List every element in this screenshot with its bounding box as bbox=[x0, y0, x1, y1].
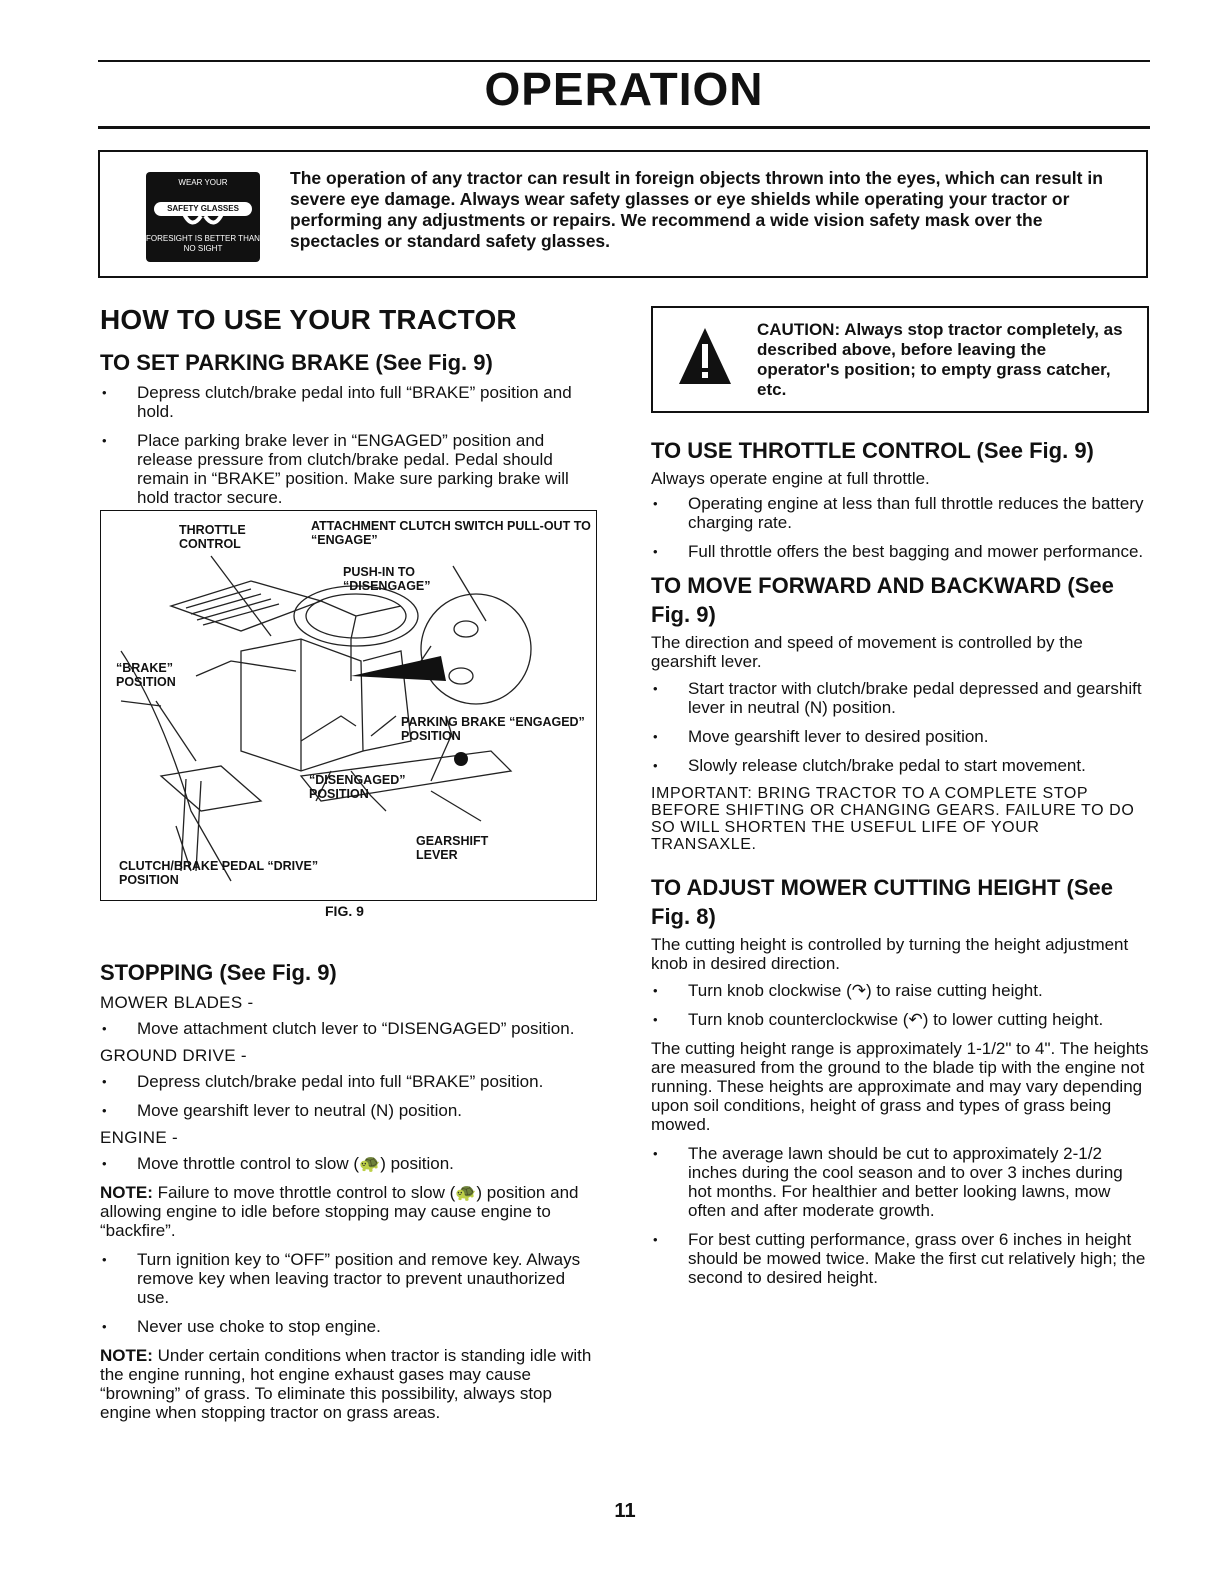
label-brake-position: “BRAKE” POSITION bbox=[116, 661, 176, 689]
list-item: • Depress clutch/brake pedal into full “BRAKE” position. bbox=[100, 1072, 600, 1091]
stopping-section bbox=[100, 958, 600, 1422]
safety-glasses-notice bbox=[98, 150, 1148, 278]
mower-blades-label: MOWER BLADES - bbox=[100, 993, 254, 1012]
figure-caption: FIG. 9 bbox=[325, 903, 364, 919]
note-label: NOTE: bbox=[100, 1346, 153, 1365]
right-column bbox=[651, 436, 1149, 1297]
cutting-height-intro: The cutting height is controlled by turning the height adjustment knob in desired direction. bbox=[651, 935, 1129, 973]
list-item: • Move throttle control to slow (🐢) position. bbox=[100, 1154, 600, 1173]
throttle-intro: Always operate engine at full throttle. bbox=[651, 469, 930, 488]
ignition-list bbox=[100, 1250, 600, 1336]
title-underline bbox=[98, 126, 1150, 129]
safety-warning-text: The operation of any tractor can result in foreign objects thrown into the eyes, which can result in severe eye damage. Always wear safety glasses or eye shields while operating your tractor or performing any adjustments or repairs. We recommend a wide vision safety mask over the spectacles or standard safety glasses. bbox=[290, 168, 1103, 251]
list-item: • Move attachment clutch lever to “DISENGAGED” position. bbox=[100, 1019, 600, 1038]
list-item: • Slowly release clutch/brake pedal to start movement. bbox=[651, 756, 1149, 775]
list-item: • Place parking brake lever in “ENGAGED” position and release pressure from clutch/brake pedal. Pedal should remain in “BRAKE” position. Make sure parking brake will hold tractor secure. bbox=[100, 431, 600, 507]
list-item: • Turn ignition key to “OFF” position and remove key. Always remove key when leaving tractor to prevent unauthorized use. bbox=[100, 1250, 600, 1307]
throttle-list bbox=[651, 494, 1149, 561]
note-backfire bbox=[100, 1183, 600, 1240]
list-item: • Start tractor with clutch/brake pedal depressed and gearshift lever in neutral (N) position. bbox=[651, 679, 1149, 717]
parking-brake-heading: TO SET PARKING BRAKE (See Fig. 9) bbox=[100, 350, 493, 375]
list-item: • Operating engine at less than full throttle reduces the battery charging rate. bbox=[651, 494, 1149, 532]
list-item: • For best cutting performance, grass over 6 inches in height should be mowed twice. Make the first cut relatively high; the second to desired height. bbox=[651, 1230, 1149, 1287]
cutting-height-range: The cutting height range is approximately 1-1/2" to 4". The heights are measured from the ground to the blade tip with the engine not running. These heights are approximate and may vary depending upon soil conditions, height of grass and types of grass being mowed. bbox=[651, 1039, 1149, 1134]
badge-top-text: WEAR YOUR bbox=[178, 178, 228, 187]
note-label: NOTE: bbox=[100, 1183, 153, 1202]
ground-drive-label: GROUND DRIVE - bbox=[100, 1046, 247, 1065]
move-heading: TO MOVE FORWARD AND BACKWARD (See Fig. 9) bbox=[651, 573, 1114, 627]
label-throttle-control: THROTTLE CONTROL bbox=[179, 523, 246, 551]
important-notice: IMPORTANT: BRING TRACTOR TO A COMPLETE STOP BEFORE SHIFTING OR CHANGING GEARS. FAILURE TO DO SO WILL SHORTEN THE USEFUL LIFE OF YOUR TRANSAXLE. bbox=[651, 785, 1135, 853]
list-item: • Move gearshift lever to desired position. bbox=[651, 727, 1149, 746]
engine-label: ENGINE - bbox=[100, 1128, 178, 1147]
safety-glasses-icon bbox=[182, 212, 224, 230]
list-item: • Turn knob counterclockwise (↶) to lower cutting height. bbox=[651, 1010, 1149, 1029]
ground-drive-list bbox=[100, 1072, 600, 1120]
note-browning bbox=[100, 1346, 600, 1422]
move-list bbox=[651, 679, 1149, 775]
lawn-care-list bbox=[651, 1144, 1149, 1287]
safety-glasses-badge bbox=[146, 172, 260, 262]
list-item: • Move gearshift lever to neutral (N) position. bbox=[100, 1101, 600, 1120]
label-gearshift-lever: GEARSHIFT LEVER bbox=[416, 834, 489, 862]
note-text: Failure to move throttle control to slow (🐢) position and allowing engine to idle before stopping may cause engine to “backfire”. bbox=[100, 1183, 579, 1240]
label-disengaged: “DISENGAGED” POSITION bbox=[309, 773, 406, 801]
throttle-heading: TO USE THROTTLE CONTROL (See Fig. 9) bbox=[651, 438, 1094, 463]
page-title: OPERATION bbox=[484, 63, 764, 115]
engine-list bbox=[100, 1154, 600, 1173]
label-attachment-clutch: ATTACHMENT CLUTCH SWITCH PULL-OUT TO “ENGAGE” bbox=[311, 519, 591, 547]
caution-text: CAUTION: Always stop tractor completely, as described above, before leaving the operator's position; to empty grass catcher, etc. bbox=[757, 320, 1123, 399]
section-heading: HOW TO USE YOUR TRACTOR bbox=[100, 304, 517, 335]
label-push-in: PUSH-IN TO “DISENGAGE” bbox=[343, 565, 431, 593]
badge-band-text: SAFETY GLASSES bbox=[154, 202, 252, 216]
caution-box bbox=[651, 306, 1149, 413]
page-number: 11 bbox=[614, 1500, 636, 1522]
figure-9 bbox=[100, 510, 597, 901]
warning-triangle-icon bbox=[677, 326, 733, 388]
list-item: • Never use choke to stop engine. bbox=[100, 1317, 600, 1336]
left-column bbox=[100, 304, 600, 517]
list-item: • Turn knob clockwise (↷) to raise cutting height. bbox=[651, 981, 1149, 1000]
move-intro: The direction and speed of movement is controlled by the gearshift lever. bbox=[651, 633, 1083, 671]
list-item: • The average lawn should be cut to approximately 2-1/2 inches during the cool season and to over 3 inches during hot months. For healthier and better looking lawns, mow often and after moderate growth. bbox=[651, 1144, 1149, 1220]
label-clutch-brake-pedal: CLUTCH/BRAKE PEDAL “DRIVE” POSITION bbox=[119, 859, 319, 887]
mower-blades-list bbox=[100, 1019, 600, 1038]
label-parking-brake: PARKING BRAKE “ENGAGED” POSITION bbox=[401, 715, 585, 743]
list-item: • Full throttle offers the best bagging and mower performance. bbox=[651, 542, 1149, 561]
badge-bottom-text: FORESIGHT IS BETTER THAN NO SIGHT bbox=[146, 234, 260, 253]
parking-brake-list bbox=[100, 383, 600, 507]
cutting-height-list bbox=[651, 981, 1149, 1029]
note-text: Under certain conditions when tractor is standing idle with the engine running, hot engine exhaust gases may cause “browning” of grass. To eliminate this possibility, always stop engine when stopping tractor on grass areas. bbox=[100, 1346, 592, 1422]
cutting-height-heading: TO ADJUST MOWER CUTTING HEIGHT (See Fig. 8) bbox=[651, 875, 1114, 929]
stopping-heading: STOPPING (See Fig. 9) bbox=[100, 960, 337, 985]
list-item: • Depress clutch/brake pedal into full “BRAKE” position and hold. bbox=[100, 383, 600, 421]
